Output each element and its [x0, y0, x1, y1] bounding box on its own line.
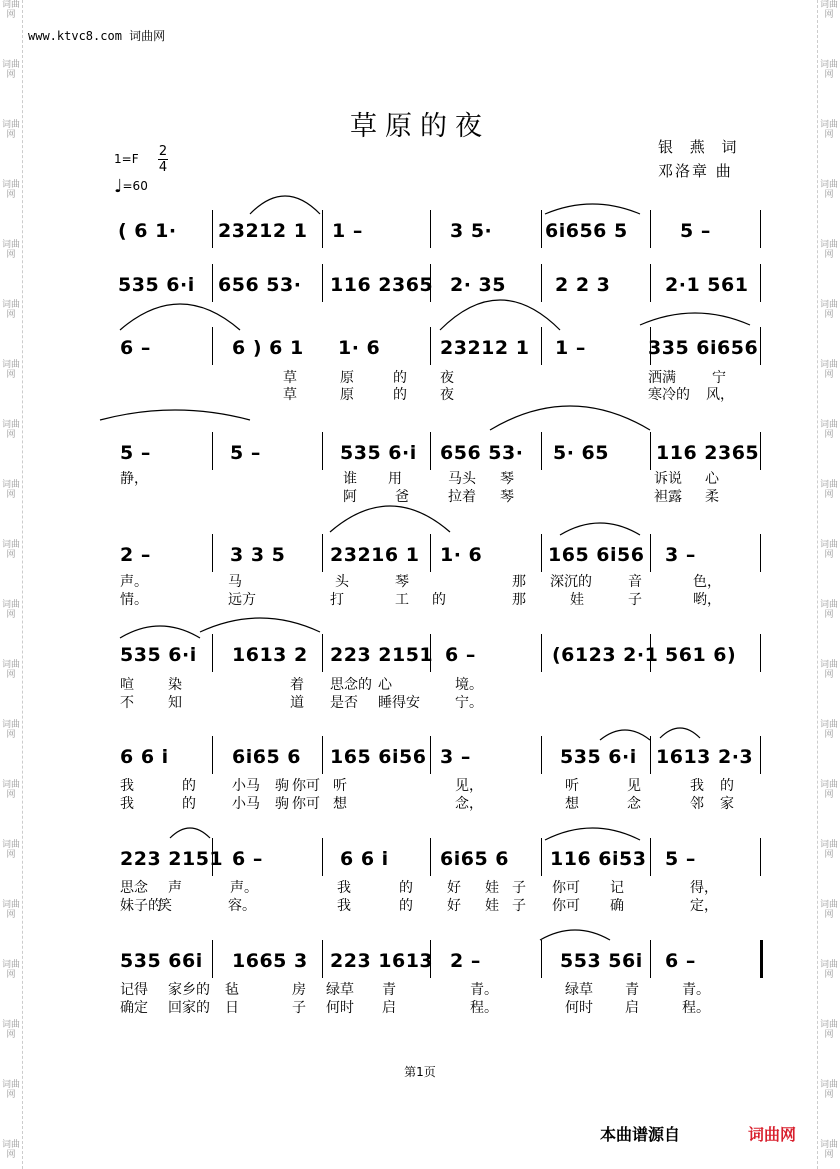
- note-group: 1613 2: [232, 644, 308, 666]
- lyric-word: 那: [512, 592, 526, 608]
- barline: [541, 210, 542, 248]
- barline: [541, 940, 542, 978]
- lyric-word: 定，: [690, 898, 718, 914]
- key-signature: 1=F: [114, 152, 139, 166]
- watermark-mark: 词曲网: [1, 840, 20, 860]
- note-group: 1 –: [555, 337, 586, 359]
- lyric-word: 邻: [690, 796, 704, 812]
- lyric-word: 琴: [395, 574, 409, 590]
- barline: [650, 264, 651, 302]
- lyric-word: 确定: [120, 1000, 148, 1016]
- lyric-word: 用: [388, 471, 402, 487]
- lyric-word: 琴: [500, 489, 514, 505]
- note-group: 5 –: [665, 848, 696, 870]
- lyric-word: 子: [512, 880, 526, 896]
- lyric-word: 境。: [455, 677, 483, 693]
- barline: [430, 210, 431, 248]
- note-group: 5 –: [230, 442, 261, 464]
- lyric-word: 家乡的: [168, 982, 210, 998]
- lyric-word: 寒冷的: [648, 387, 690, 403]
- slur-mark: [490, 406, 650, 430]
- watermark-mark: 词曲网: [819, 480, 838, 500]
- barline: [212, 940, 213, 978]
- barline: [212, 736, 213, 774]
- meter-top: 2: [158, 144, 168, 159]
- lyric-word: 启: [625, 1000, 639, 1016]
- barline: [760, 534, 761, 572]
- note-group: 5 –: [120, 442, 151, 464]
- note-group: 535 6·i: [120, 644, 197, 666]
- watermark-mark: 词曲网: [1, 180, 20, 200]
- barline: [760, 327, 761, 365]
- lyric-word: 远方: [228, 592, 256, 608]
- lyric-word: 的: [393, 387, 407, 403]
- barline: [760, 634, 761, 672]
- lyric-word: 的: [182, 796, 196, 812]
- lyric-word: 念: [627, 796, 641, 812]
- lyric-word: 青: [625, 982, 639, 998]
- music-row: [0, 632, 840, 680]
- note-group: 6 –: [665, 950, 696, 972]
- lyric-word: 声。: [120, 574, 148, 590]
- note-group: 656 53·: [218, 274, 302, 296]
- watermark-mark: 词曲网: [1, 300, 20, 320]
- watermark-mark: 词曲网: [1, 720, 20, 740]
- watermark-mark: 词曲网: [1, 240, 20, 260]
- lyric-word: 那: [512, 574, 526, 590]
- barline: [760, 432, 761, 470]
- lyric-word: 的: [432, 592, 446, 608]
- lyric-word: 宁。: [455, 695, 483, 711]
- barline: [541, 432, 542, 470]
- lyric-word: 爸: [395, 489, 409, 505]
- lyric-word: 见: [627, 778, 641, 794]
- lyric-word: 你可: [292, 796, 320, 812]
- note-group: 335 6i656: [648, 337, 759, 359]
- lyric-word: 毡: [225, 982, 239, 998]
- lyric-word: 喧: [120, 677, 134, 693]
- note-group: 3 5·: [450, 220, 493, 242]
- lyric-word: 是否: [330, 695, 358, 711]
- meter-bottom: 4: [158, 160, 168, 175]
- lyric-word: 青: [382, 982, 396, 998]
- lyric-word: 娃: [570, 592, 584, 608]
- watermark-mark: 词曲网: [819, 1140, 838, 1160]
- watermark-mark: 词曲网: [819, 540, 838, 560]
- lyric-word: 好: [447, 898, 461, 914]
- lyric-word: 妹子的: [120, 898, 162, 914]
- watermark-mark: 词曲网: [819, 0, 838, 20]
- note-group: 223 1613: [330, 950, 434, 972]
- lyric-word: 头: [335, 574, 349, 590]
- note-group: 6i656 5: [545, 220, 628, 242]
- watermark-mark: 词曲网: [1, 600, 20, 620]
- lyric-word: 原: [340, 370, 354, 386]
- note-group: 1665 3: [232, 950, 308, 972]
- quarter-note-icon: ♩: [114, 176, 123, 197]
- lyric-word: 原: [340, 387, 354, 403]
- watermark-mark: 词曲网: [819, 960, 838, 980]
- watermark-mark: 词曲网: [1, 420, 20, 440]
- lyric-word: 的: [399, 898, 413, 914]
- lyric-word: 着: [290, 677, 304, 693]
- note-group: 1· 6: [338, 337, 381, 359]
- watermark-mark: 词曲网: [819, 840, 838, 860]
- lyric-word: 我: [120, 778, 134, 794]
- lyric-word: 青。: [470, 982, 498, 998]
- lyric-line: [0, 775, 840, 793]
- watermark-mark: 词曲网: [1, 1140, 20, 1160]
- note-group: 6 –: [232, 848, 263, 870]
- lyric-word: 回家的: [168, 1000, 210, 1016]
- lyric-line: [0, 367, 840, 385]
- lyric-word: 色，: [693, 574, 721, 590]
- lyric-word: 袒露: [654, 489, 682, 505]
- barline: [212, 264, 213, 302]
- watermark-mark: 词曲网: [819, 180, 838, 200]
- slur-mark: [100, 410, 250, 420]
- watermark-mark: 词曲网: [819, 660, 838, 680]
- lyric-word: 驹: [275, 778, 289, 794]
- lyric-line: [0, 692, 840, 710]
- note-group: 2 –: [450, 950, 481, 972]
- note-group: 1613 2·3: [656, 746, 754, 768]
- lyric-word: 情。: [120, 592, 148, 608]
- note-group: 535 6·i: [118, 274, 195, 296]
- barline: [322, 534, 323, 572]
- watermark-mark: 词曲网: [1, 660, 20, 680]
- barline: [212, 534, 213, 572]
- note-group: 6 –: [120, 337, 151, 359]
- watermark-mark: 词曲网: [819, 1080, 838, 1100]
- watermark-mark: 词曲网: [1, 780, 20, 800]
- watermark-mark: 词曲网: [819, 360, 838, 380]
- lyric-word: 确: [610, 898, 624, 914]
- barline: [541, 327, 542, 365]
- note-group: 6 6 i: [120, 746, 169, 768]
- time-signature: [158, 144, 168, 175]
- barline: [650, 940, 651, 978]
- note-group: 23212 1: [218, 220, 308, 242]
- lyric-word: 马: [228, 574, 242, 590]
- barline: [650, 210, 651, 248]
- lyric-word: 想: [565, 796, 579, 812]
- lyric-line: [0, 468, 840, 486]
- lyric-word: 打: [330, 592, 344, 608]
- watermark-mark: 词曲网: [819, 240, 838, 260]
- lyricist-credit: 银 燕 词: [658, 138, 743, 156]
- watermark-mark: 词曲网: [819, 900, 838, 920]
- lyric-word: 不: [120, 695, 134, 711]
- lyric-word: 夜: [440, 370, 454, 386]
- note-group: 561 6): [665, 644, 737, 666]
- lyric-word: 程。: [470, 1000, 498, 1016]
- lyric-word: 想: [333, 796, 347, 812]
- barline: [430, 736, 431, 774]
- lyric-word: 见，: [455, 778, 483, 794]
- lyric-word: 绿草: [326, 982, 354, 998]
- note-group: 3 –: [440, 746, 471, 768]
- lyric-word: 笑: [158, 898, 172, 914]
- note-group: 223 2151: [330, 644, 434, 666]
- watermark-mark: 词曲网: [1, 60, 20, 80]
- slur-mark: [640, 313, 750, 325]
- note-group: 6 6 i: [340, 848, 389, 870]
- barline: [541, 264, 542, 302]
- barline: [322, 940, 323, 978]
- lyric-word: 记: [610, 880, 624, 896]
- lyric-word: 马头: [448, 471, 476, 487]
- barline: [322, 634, 323, 672]
- note-group: 165 6i56: [330, 746, 427, 768]
- note-group: 223 2151: [120, 848, 224, 870]
- note-group: 2·1 561: [665, 274, 749, 296]
- lyric-word: 的: [393, 370, 407, 386]
- lyric-word: 思念: [120, 880, 148, 896]
- note-group: 656 53·: [440, 442, 524, 464]
- composer-credit: 邓洛章 曲: [658, 162, 733, 180]
- lyric-line: [0, 979, 840, 997]
- lyric-word: 娃: [485, 898, 499, 914]
- lyric-word: 子: [292, 1000, 306, 1016]
- lyric-word: 琴: [500, 471, 514, 487]
- barline: [212, 634, 213, 672]
- note-group: 23212 1: [440, 337, 530, 359]
- lyric-word: 你可: [552, 880, 580, 896]
- lyric-word: 得，: [690, 880, 718, 896]
- note-group: 1· 6: [440, 544, 483, 566]
- lyric-word: 何时: [326, 1000, 354, 1016]
- lyric-word: 心: [378, 677, 392, 693]
- watermark-mark: 词曲网: [1, 960, 20, 980]
- brand-logo[interactable]: 词曲网: [748, 1125, 797, 1144]
- barline: [541, 634, 542, 672]
- lyric-word: 何时: [565, 1000, 593, 1016]
- lyric-line: [0, 997, 840, 1015]
- lyric-word: 驹: [275, 796, 289, 812]
- note-group: 5 –: [680, 220, 711, 242]
- tempo-value: =60: [122, 179, 148, 193]
- lyric-word: 的: [182, 778, 196, 794]
- watermark-mark: 词曲网: [819, 1020, 838, 1040]
- lyric-line: [0, 895, 840, 913]
- note-group: 116 2365: [656, 442, 760, 464]
- watermark-mark: 词曲网: [819, 720, 838, 740]
- note-group: 535 6·i: [340, 442, 417, 464]
- watermark-mark: 词曲网: [1, 900, 20, 920]
- lyric-word: 的: [399, 880, 413, 896]
- lyric-word: 日: [225, 1000, 239, 1016]
- lyric-word: 子: [628, 592, 642, 608]
- note-group: 2 2 3: [555, 274, 611, 296]
- lyric-word: 我: [337, 898, 351, 914]
- lyric-word: 我: [120, 796, 134, 812]
- lyric-word: 记得: [120, 982, 148, 998]
- note-group: ( 6 1·: [118, 220, 177, 242]
- lyric-word: 柔: [705, 489, 719, 505]
- note-group: 6 ) 6 1: [232, 337, 304, 359]
- watermark-mark: 词曲网: [1, 540, 20, 560]
- lyric-word: 思念的: [330, 677, 372, 693]
- barline: [760, 736, 761, 774]
- lyric-word: 听: [565, 778, 579, 794]
- note-group: 1 –: [332, 220, 363, 242]
- lyric-line: [0, 384, 840, 402]
- music-row: [0, 208, 840, 256]
- lyric-word: 谁: [343, 471, 357, 487]
- barline: [541, 736, 542, 774]
- lyric-word: 好: [447, 880, 461, 896]
- barline: [322, 432, 323, 470]
- lyric-word: 深沉的: [550, 574, 592, 590]
- note-group: 23216 1: [330, 544, 420, 566]
- lyric-word: 阿: [343, 489, 357, 505]
- lyric-word: 睡得安: [378, 695, 420, 711]
- lyric-word: 我: [337, 880, 351, 896]
- slur-mark: [200, 618, 320, 632]
- lyric-word: 音: [628, 574, 642, 590]
- lyric-word: 草: [283, 387, 297, 403]
- barline: [430, 432, 431, 470]
- watermark-mark: 词曲网: [819, 600, 838, 620]
- note-group: 6i65 6: [232, 746, 302, 768]
- note-group: 553 56i: [560, 950, 643, 972]
- watermark-mark: 词曲网: [819, 60, 838, 80]
- lyric-word: 程。: [682, 1000, 710, 1016]
- lyric-word: 声。: [230, 880, 258, 896]
- watermark-mark: 词曲网: [1, 1020, 20, 1040]
- watermark-mark: 词曲网: [819, 420, 838, 440]
- lyric-word: 绿草: [565, 982, 593, 998]
- lyric-word: 工: [395, 592, 409, 608]
- note-group: 116 6i53: [550, 848, 647, 870]
- lyric-word: 念，: [455, 796, 483, 812]
- note-group: 6 –: [445, 644, 476, 666]
- lyric-line: [0, 571, 840, 589]
- barline: [212, 210, 213, 248]
- source-label: 本曲谱源自: [600, 1125, 681, 1144]
- barline: [430, 327, 431, 365]
- lyric-word: 你可: [292, 778, 320, 794]
- lyric-line: [0, 674, 840, 692]
- barline: [430, 534, 431, 572]
- lyric-word: 听: [333, 778, 347, 794]
- lyric-word: 拉着: [448, 489, 476, 505]
- note-group: 3 –: [665, 544, 696, 566]
- lyric-word: 夜: [440, 387, 454, 403]
- lyric-word: 风，: [706, 387, 734, 403]
- tempo-marking: [114, 176, 148, 197]
- lyric-word: 草: [283, 370, 297, 386]
- lyric-word: 的: [720, 778, 734, 794]
- lyric-line: [0, 486, 840, 504]
- barline: [541, 838, 542, 876]
- lyric-word: 家: [720, 796, 734, 812]
- lyric-word: 洒满: [648, 370, 676, 386]
- note-group: 116 2365: [330, 274, 434, 296]
- barline: [650, 432, 651, 470]
- barline: [322, 736, 323, 774]
- barline: [650, 534, 651, 572]
- barline: [650, 736, 651, 774]
- slur-mark: [330, 506, 450, 532]
- barline: [430, 838, 431, 876]
- lyric-line: [0, 589, 840, 607]
- watermark-mark: 词曲网: [1, 120, 20, 140]
- lyric-word: 你可: [552, 898, 580, 914]
- note-group: 6i65 6: [440, 848, 510, 870]
- song-title: 草原的夜: [350, 111, 490, 142]
- lyric-word: 子: [512, 898, 526, 914]
- lyric-word: 房: [292, 982, 306, 998]
- watermark-mark: 词曲网: [1, 480, 20, 500]
- lyric-word: 哟，: [693, 592, 721, 608]
- note-group: 5· 65: [553, 442, 609, 464]
- lyric-line: [0, 793, 840, 811]
- barline: [322, 264, 323, 302]
- note-group: 535 6·i: [560, 746, 637, 768]
- barline: [322, 838, 323, 876]
- music-row: [0, 325, 840, 373]
- watermark-mark: 词曲网: [1, 1080, 20, 1100]
- lyric-word: 宁: [712, 370, 726, 386]
- lyric-word: 道: [290, 695, 304, 711]
- barline: [322, 210, 323, 248]
- lyric-word: 青。: [682, 982, 710, 998]
- note-group: 3 3 5: [230, 544, 286, 566]
- barline: [650, 838, 651, 876]
- note-group: 2· 35: [450, 274, 506, 296]
- watermark-mark: 词曲网: [819, 300, 838, 320]
- lyric-word: 诉说: [654, 471, 682, 487]
- lyric-word: 容。: [228, 898, 256, 914]
- note-group: 535 66i: [120, 950, 203, 972]
- note-group: 2 –: [120, 544, 151, 566]
- lyric-word: 知: [168, 695, 182, 711]
- watermark-mark: 词曲网: [819, 120, 838, 140]
- site-url[interactable]: www.ktvc8.com 词曲网: [28, 29, 166, 43]
- lyric-word: 染: [168, 677, 182, 693]
- lyric-word: 小马: [232, 778, 260, 794]
- barline: [760, 210, 761, 248]
- lyric-word: 小马: [232, 796, 260, 812]
- page-number: 第1页: [404, 1065, 436, 1079]
- lyric-word: 声: [168, 880, 182, 896]
- watermark-mark: 词曲网: [1, 360, 20, 380]
- lyric-word: 心: [705, 471, 719, 487]
- note-group: 165 6i56: [548, 544, 645, 566]
- barline: [760, 264, 761, 302]
- barline: [212, 327, 213, 365]
- barline: [760, 838, 761, 876]
- lyric-word: 静，: [120, 471, 148, 487]
- watermark-mark: 词曲网: [1, 0, 20, 20]
- lyric-word: 娃: [485, 880, 499, 896]
- watermark-mark: 词曲网: [819, 780, 838, 800]
- barline: [212, 432, 213, 470]
- lyric-line: [0, 877, 840, 895]
- barline: [541, 534, 542, 572]
- note-group: (6123 2·1: [552, 644, 659, 666]
- repeat-end-barline: [760, 940, 763, 978]
- lyric-word: 我: [690, 778, 704, 794]
- music-row: [0, 262, 840, 310]
- lyric-word: 启: [382, 1000, 396, 1016]
